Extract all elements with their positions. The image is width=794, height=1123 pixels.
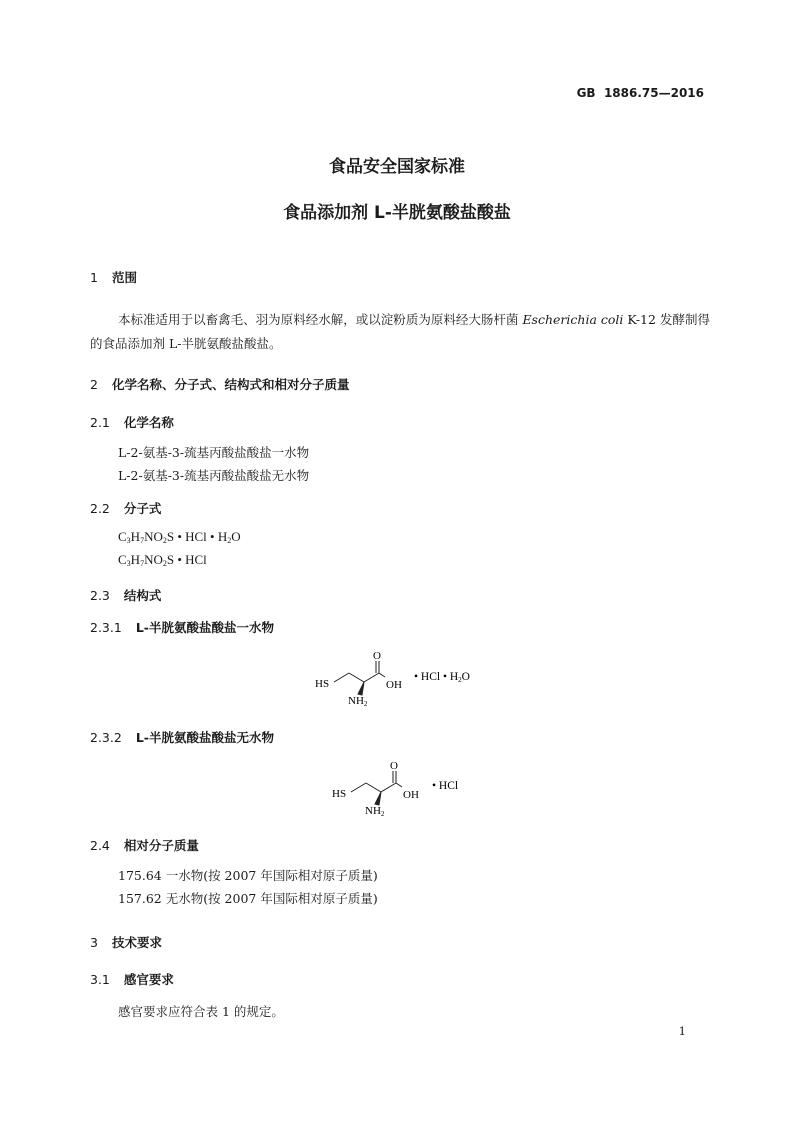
molecular-mass-monohydrate: 175.64 一水物(按 2007 年国际相对原子质量) — [118, 868, 378, 883]
chemical-name-monohydrate: L-2-氨基-3-巯基丙酸盐酸盐一水物 — [118, 445, 310, 460]
formula-part: S • HCl — [166, 552, 207, 567]
section-2-4-heading — [90, 836, 199, 854]
struct-nh-label: NH2 — [365, 805, 385, 818]
section-number: 2.3.2 — [90, 730, 122, 745]
formula-part: C — [118, 529, 127, 544]
section-title: 感官要求 — [123, 972, 174, 987]
formula-part: S • HCl • H — [166, 529, 228, 544]
document-title: 食品安全国家标准 — [329, 157, 465, 177]
struct-o-label: O — [390, 760, 398, 772]
section-number: 3 — [90, 935, 98, 950]
formula-sub: 7 — [140, 559, 145, 568]
struct-hs-label: HS — [315, 678, 330, 690]
section-number: 2.3.1 — [90, 620, 122, 635]
struct-o-label: O — [373, 650, 381, 662]
formula-part: NO — [144, 552, 163, 567]
section-title: 化学名称 — [123, 415, 174, 430]
chemical-name-anhydrous: L-2-氨基-3-巯基丙酸盐酸盐无水物 — [118, 468, 310, 483]
page-number: 1 — [678, 1024, 686, 1038]
struct-oh-label: OH — [386, 679, 402, 691]
standard-code: 1886.75—2016 — [603, 86, 704, 100]
standard-prefix: GB — [576, 86, 596, 100]
struct-salt-label: • HCl • H2O — [414, 671, 470, 684]
section-title: L-半胱氨酸盐酸盐无水物 — [135, 730, 274, 745]
section-number: 2.4 — [90, 838, 110, 853]
section-title: 化学名称、分子式、结构式和相对分子质量 — [111, 377, 350, 392]
section-3-1-heading — [90, 970, 174, 988]
section-title: 范围 — [111, 270, 137, 285]
formula-part: C — [118, 552, 127, 567]
scope-text-a: 本标准适用于以畜禽毛、羽为原料经水解，或以淀粉质为原料经大肠杆菌 — [118, 312, 523, 327]
section-number: 2.3 — [90, 588, 110, 603]
formula-sub: 2 — [162, 559, 167, 568]
section-number: 2 — [90, 377, 98, 392]
formula-part: O — [231, 529, 241, 544]
section-title: L-半胱氨酸盐酸盐一水物 — [135, 620, 274, 635]
formula-sub: 7 — [140, 536, 145, 545]
struct-hs-label: HS — [332, 788, 347, 800]
section-title: 分子式 — [123, 501, 162, 516]
formula-part: H — [130, 552, 141, 567]
formula-sub: 2 — [227, 536, 232, 545]
formula-sub: 3 — [126, 559, 131, 568]
formula-sub: 3 — [126, 536, 131, 545]
formula-part: H — [130, 529, 141, 544]
struct-oh-label: OH — [403, 789, 419, 801]
scope-text-b: K-12 发酵制得的食品添加剂 L-半胱氨酸盐酸盐。 — [90, 312, 710, 351]
section-title: 相对分子质量 — [123, 838, 199, 853]
struct-nh-label: NH2 — [348, 695, 368, 708]
section-title: 结构式 — [123, 588, 162, 603]
molecular-mass-anhydrous: 157.62 无水物(按 2007 年国际相对原子质量) — [118, 891, 378, 906]
section-number: 2.1 — [90, 415, 110, 430]
struct-salt-label: • HCl — [432, 780, 459, 792]
section-title: 技术要求 — [111, 935, 162, 950]
scope-species-name: Escherichia coli — [522, 312, 624, 327]
formula-part: NO — [144, 529, 163, 544]
section-number: 1 — [90, 270, 98, 285]
section-3-heading — [90, 933, 162, 951]
section-number: 3.1 — [90, 972, 110, 987]
sensory-requirement-text: 感官要求应符合表 1 的规定。 — [118, 1004, 284, 1019]
document-subtitle: 食品添加剂 L-半胱氨酸盐酸盐 — [283, 203, 511, 223]
formula-sub: 2 — [162, 536, 167, 545]
section-number: 2.2 — [90, 501, 110, 516]
